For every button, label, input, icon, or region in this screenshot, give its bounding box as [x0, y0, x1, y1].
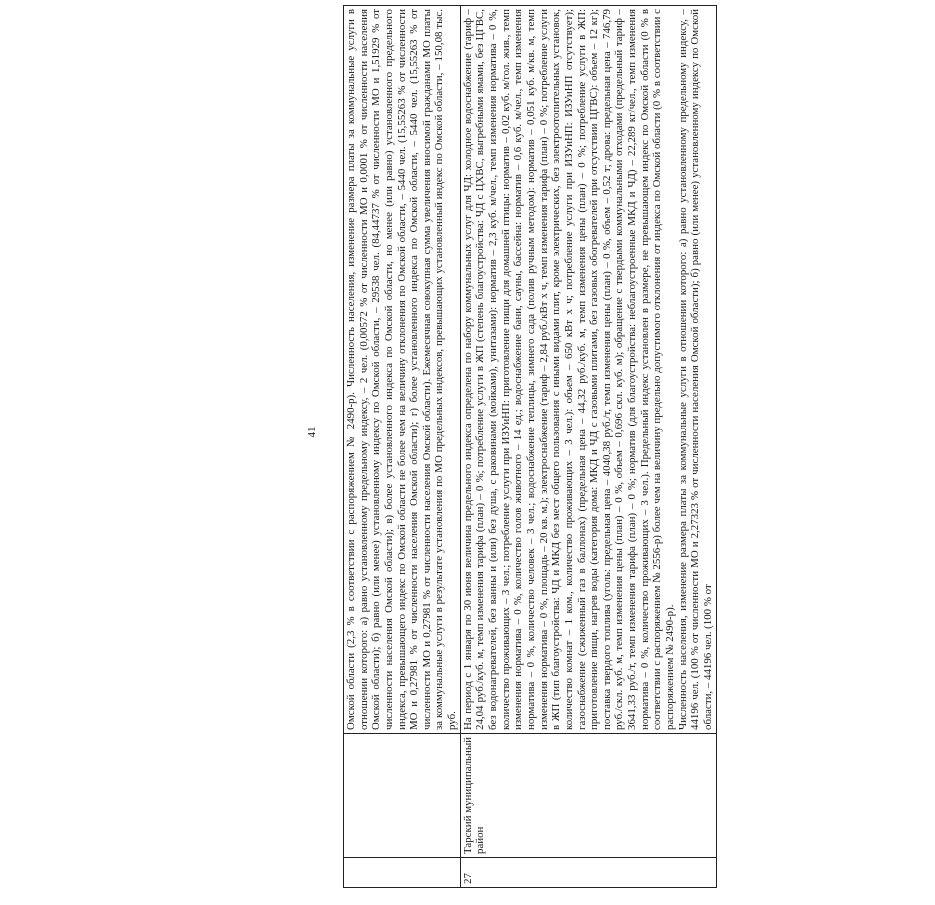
- description-cell: [460, 6, 716, 734]
- description-cell: [344, 6, 461, 734]
- description-paragraph: На период с 1 января по 30 июня величина предельного индекса определена по набору коммунальных услуг для ЧД: холодное водоснабжение (тариф – 24,04 руб./куб. м, темп изменения тарифа (план) – 0 %; потребление услуги в ЖП (степень благоустройства: ЧД с ЦХВС, выгребными ямами, без ЦГВС, без водонагревателей, без ванны и (или) без душа, с раковинами (мойками), унитазами): норматив – 2,3 куб. м/чел., темп изменения норматива – 0 %, количество проживающих – 3 чел.; потребление услуги при ИЗУиНП: приготовление пищи для домашней птицы: норматив – 0,02 куб. м/гол. жив., темп изменения норматива – 0 %, количество голов животного – 14 ед.; водоснабжение бани, сауны, бассейна: норматив – 0,6 куб. м/чел., темп изменения норматива – 0 %, количество человек – 3 чел.; водоснабжение теплицы, зимнего сада (полив ручным методом): норматив – 0,051 куб. м/кв. м, темп изменения норматива – 0 %, площадь – 20 кв. м.); электроснабжение (тариф – 2,84 руб./кВт х ч, темп изменения тарифа (план) – 0 %; потребление услуги в ЖП (тип благоустройства: ЧД и МКД без мест общего пользования с иными видами плит, кроме электрических, без электроотопительных установок, количество комнат – 1 ком., количество проживающих – 3 чел.): объем – 650 кВт х ч; потребление услуги при ИЗУиНП: ИЗУиНП отсутствует); газоснабжение (сжиженный газ в баллонах) (предельная цена – 44,32 руб./куб. м, темп изменения цены (план) – 0 %; потребление услуги в ЖП: приготовление пищи, нагрев воды (категория дома: МКД и ЧД с газовыми плитами, без газовых обогревателей при отсутствии ЦГВС): объем – 12 кг); поставка твердого топлива (уголь: предельная цена – 4040,38 руб./т, темп изменения цены (план) – 0 %, объем – 0,52 т; дрова: предельная цена – 746,79 руб./скл. куб. м, темп изменения цены (план) – 0 %, объем – 0,696 скл. куб. м); обращение с твердыми коммунальными отходами (предельный тариф – 3641,33 руб./т, темп изменения тарифа (план) – 0 %; норматив (для благоустройства: неблагоустроенные МКД и ЧД) – 22,289 кг/чел., темп изменения норматива – 0 %, количество проживающих – 3 чел.). Предельный индекс установлен в размере, не превышающем индекс по Омской области (0 % в соответствии с распоряжением № 2556-р) более чем на величину предельно допустимого отклонения от индекса по Омской области (0 % в соответствии с распоряжением № 2490-р).: [461, 9, 677, 730]
- description-paragraph: Численность населения, изменение размера платы за коммунальные услуги в отношении которого: а) равно установленному предельному индексу, – 44196 чел. (100 % от численности МО и 2,27323 % от численности населения Омской области); б) равно (или менее) установленному индексу по Омской области, – 44196 чел. (100 % от: [676, 9, 714, 730]
- page-number: 41: [306, 426, 318, 438]
- table-row: [460, 6, 716, 888]
- row-number-cell: [344, 858, 461, 888]
- municipality-name-cell: Тарский муниципальный район: [460, 734, 716, 858]
- regional-index-table: [343, 5, 717, 888]
- table-row: [344, 6, 461, 888]
- rotated-page-content: [343, 6, 935, 888]
- row-number-cell: 27: [460, 858, 716, 888]
- municipality-name-cell: [344, 734, 461, 858]
- description-paragraph: Омской области (2,3 % в соответствии с распоряжением № 2490-р). Численность населения, изменение размера платы за коммунальные услуги в отношении которого: а) равно установленному предельному индексу, – 2 чел. (0,00572 % от численности МО и 0,0001 % от численности населения Омской области); б) равно (или менее) установленному индексу по Омской области, – 29538 чел. (84,44737 % от численности МО и 1,51929 % от численности населения Омской области); в) более установленного индекса по Омской области, но менее (или равно) установленного предельного индекса, превышающего индекс по Омской области не более чем на величину отклонения по Омской области, – 5440 чел. (15,55263 % от численности МО и 0,27981 % от численности населения Омской области); г) более установленного индекса по Омской области, – 5440 чел. (15,55263 % от численности МО и 0,27981 % от численности населения Омской области). Ежемесячная совокупная сумма увеличения вносимой гражданами МО платы за коммунальные услуги в результате установления по МО предельных индексов, превышающих установленный индекс по Омской области, – 150,08 тыс. руб.: [345, 9, 459, 730]
